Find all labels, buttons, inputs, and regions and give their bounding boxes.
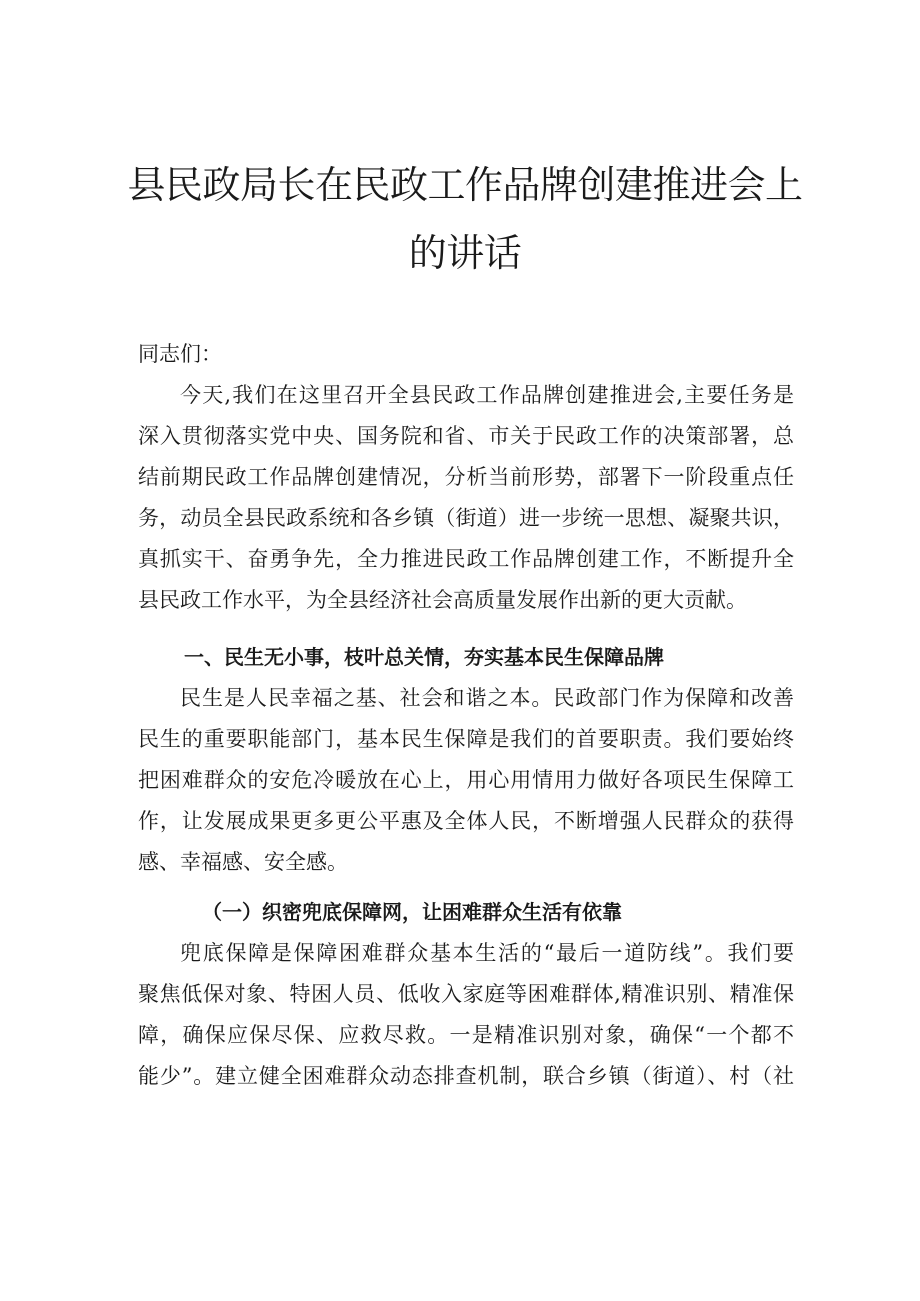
paragraph-line: 感、幸福感、安全感。	[138, 850, 348, 874]
paragraph-line: 聚焦低保对象、特困人员、低收入家庭等困难群体,精准识别、精准保	[138, 982, 794, 1006]
paragraph-line: 兜底保障是保障困难群众基本生活的“最后一道防线”。我们要	[180, 941, 794, 965]
document-title-line2: 的讲话	[408, 231, 522, 275]
section-heading-1: 一、民生无小事，枝叶总关情，夯实基本民生保障品牌	[184, 645, 664, 669]
paragraph-line: 把困难群众的安危冷暖放在心上，用心用情用力做好各项民生保障工	[138, 768, 794, 792]
paragraph-line: 务，动员全县民政系统和各乡镇（街道）进一步统一思想、凝聚共识，	[138, 506, 794, 530]
paragraph-line: 民生的重要职能部门，基本民生保障是我们的首要职责。我们要始终	[138, 727, 794, 751]
salutation: 同志们：	[138, 342, 222, 366]
paragraph-line: 能少”。建立健全困难群众动态排查机制，联合乡镇（街道）、村（社	[138, 1064, 794, 1088]
salutation-block	[138, 334, 794, 375]
paragraph-section1	[138, 678, 794, 883]
paragraph-line: 结前期民政工作品牌创建情况，分析当前形势，部署下一阶段重点任	[138, 465, 794, 489]
paragraph-line: 障，确保应保尽保、应救尽救。一是精准识别对象，确保“一个都不	[138, 1023, 794, 1047]
paragraph-subsection1	[138, 933, 794, 1097]
paragraph-line: 县民政工作水平，为全县经济社会高质量发展作出新的更大贡献。	[138, 588, 747, 612]
paragraph-line: 今天,我们在这里召开全县民政工作品牌创建推进会,主要任务是	[180, 383, 794, 407]
document-title-line1: 县民政局长在民政工作品牌创建推进会上	[127, 163, 803, 207]
paragraph-intro	[138, 375, 794, 621]
paragraph-line: 真抓实干、奋勇争先，全力推进民政工作品牌创建工作，不断提升全	[138, 547, 794, 571]
paragraph-line: 民生是人民幸福之基、社会和谐之本。民政部门作为保障和改善	[180, 686, 794, 710]
paragraph-line: 深入贯彻落实党中央、国务院和省、市关于民政工作的决策部署，总	[138, 424, 794, 448]
subsection-heading-1: （一）织密兜底保障网，让困难群众生活有依靠	[202, 900, 622, 924]
paragraph-line: 作，让发展成果更多更公平惠及全体人民，不断增强人民群众的获得	[138, 809, 794, 833]
